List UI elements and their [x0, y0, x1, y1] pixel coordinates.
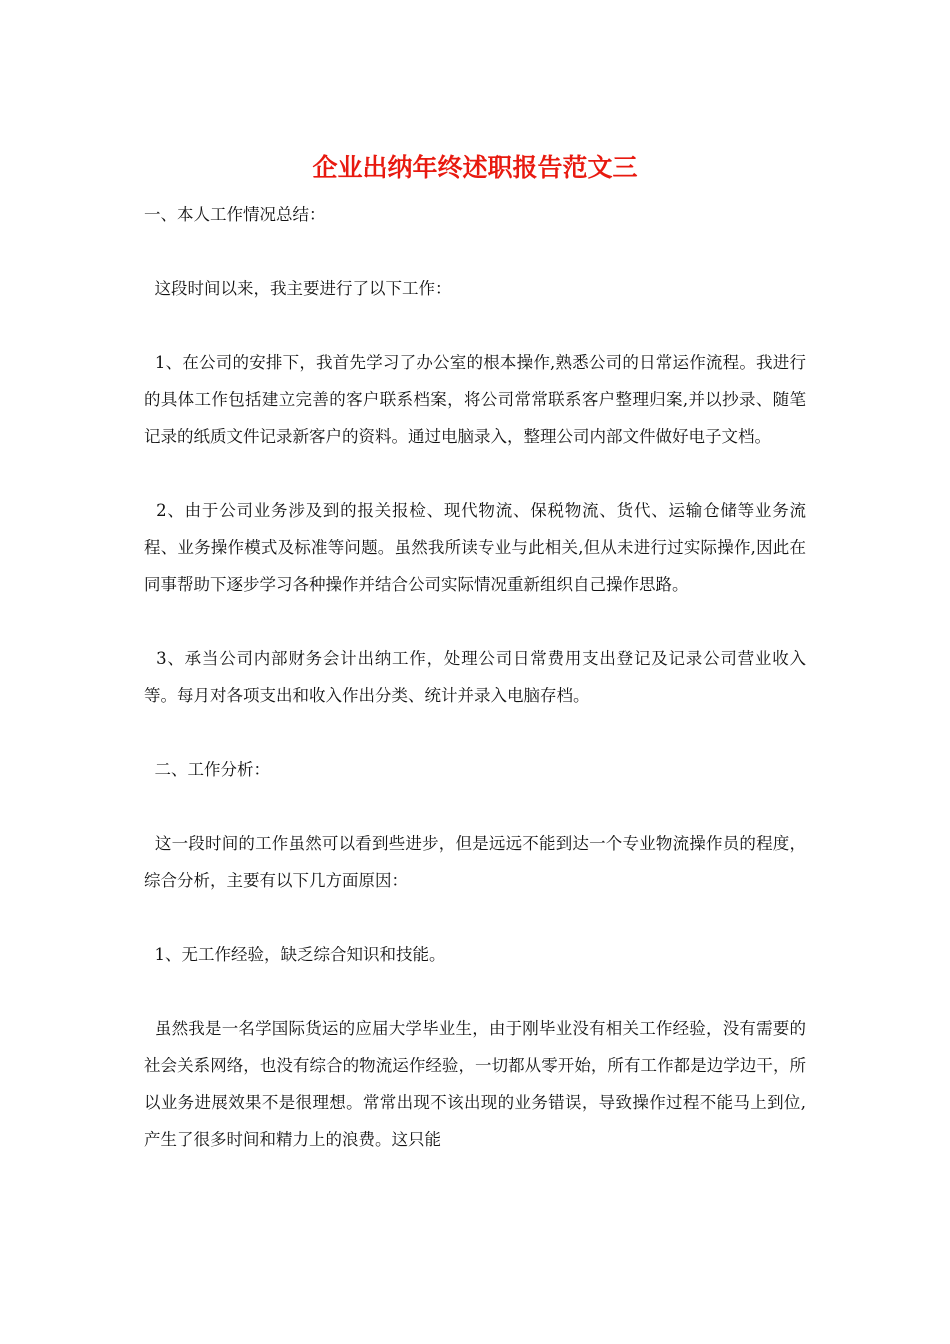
- paragraph-item-3: 3、承当公司内部财务会计出纳工作，处理公司日常费用支出登记及记录公司营业收入等。每月对各项支出和收入作出分类、统计并录入电脑存档。: [144, 649, 806, 705]
- section-heading-work-summary: 一、本人工作情况总结：: [144, 205, 326, 224]
- paragraph-intro: 这段时间以来，我主要进行了以下工作：: [144, 279, 452, 298]
- section-heading-work-analysis: 二、工作分析：: [144, 760, 270, 779]
- paragraph-item-1: 1、在公司的安排下，我首先学习了办公室的根本操作,熟悉公司的日常运作流程。我进行的具体工作包括建立完善的客户联系档案，将公司常常联系客户整理归案,并以抄录、随笔记录的纸质文件记录新客户的资料。通过电脑录入，整理公司内部文件做好电子文档。: [144, 353, 806, 446]
- paragraph-reason-1: 1、无工作经验，缺乏综合知识和技能。: [144, 945, 446, 964]
- document-title: 企业出纳年终述职报告范文三: [312, 153, 638, 182]
- document-body: [144, 196, 806, 1195]
- paragraph-analysis-intro: 这一段时间的工作虽然可以看到些进步，但是远远不能到达一个专业物流操作员的程度，综合分析，主要有以下几方面原因：: [144, 834, 806, 890]
- paragraph-reason-1-detail: 虽然我是一名学国际货运的应届大学毕业生，由于刚毕业没有相关工作经验，没有需要的社会关系网络，也没有综合的物流运作经验，一切都从零开始，所有工作都是边学边干，所以业务进展效果不是很理想。常常出现不该出现的业务错误，导致操作过程不能马上到位,产生了很多时间和精力上的浪费。这只能: [144, 1019, 806, 1149]
- paragraph-item-2: 2、由于公司业务涉及到的报关报检、现代物流、保税物流、货代、运输仓储等业务流程、业务操作模式及标准等问题。虽然我所读专业与此相关,但从未进行过实际操作,因此在同事帮助下逐步学习各种操作并结合公司实际情况重新组织自己操作思路。: [144, 501, 806, 594]
